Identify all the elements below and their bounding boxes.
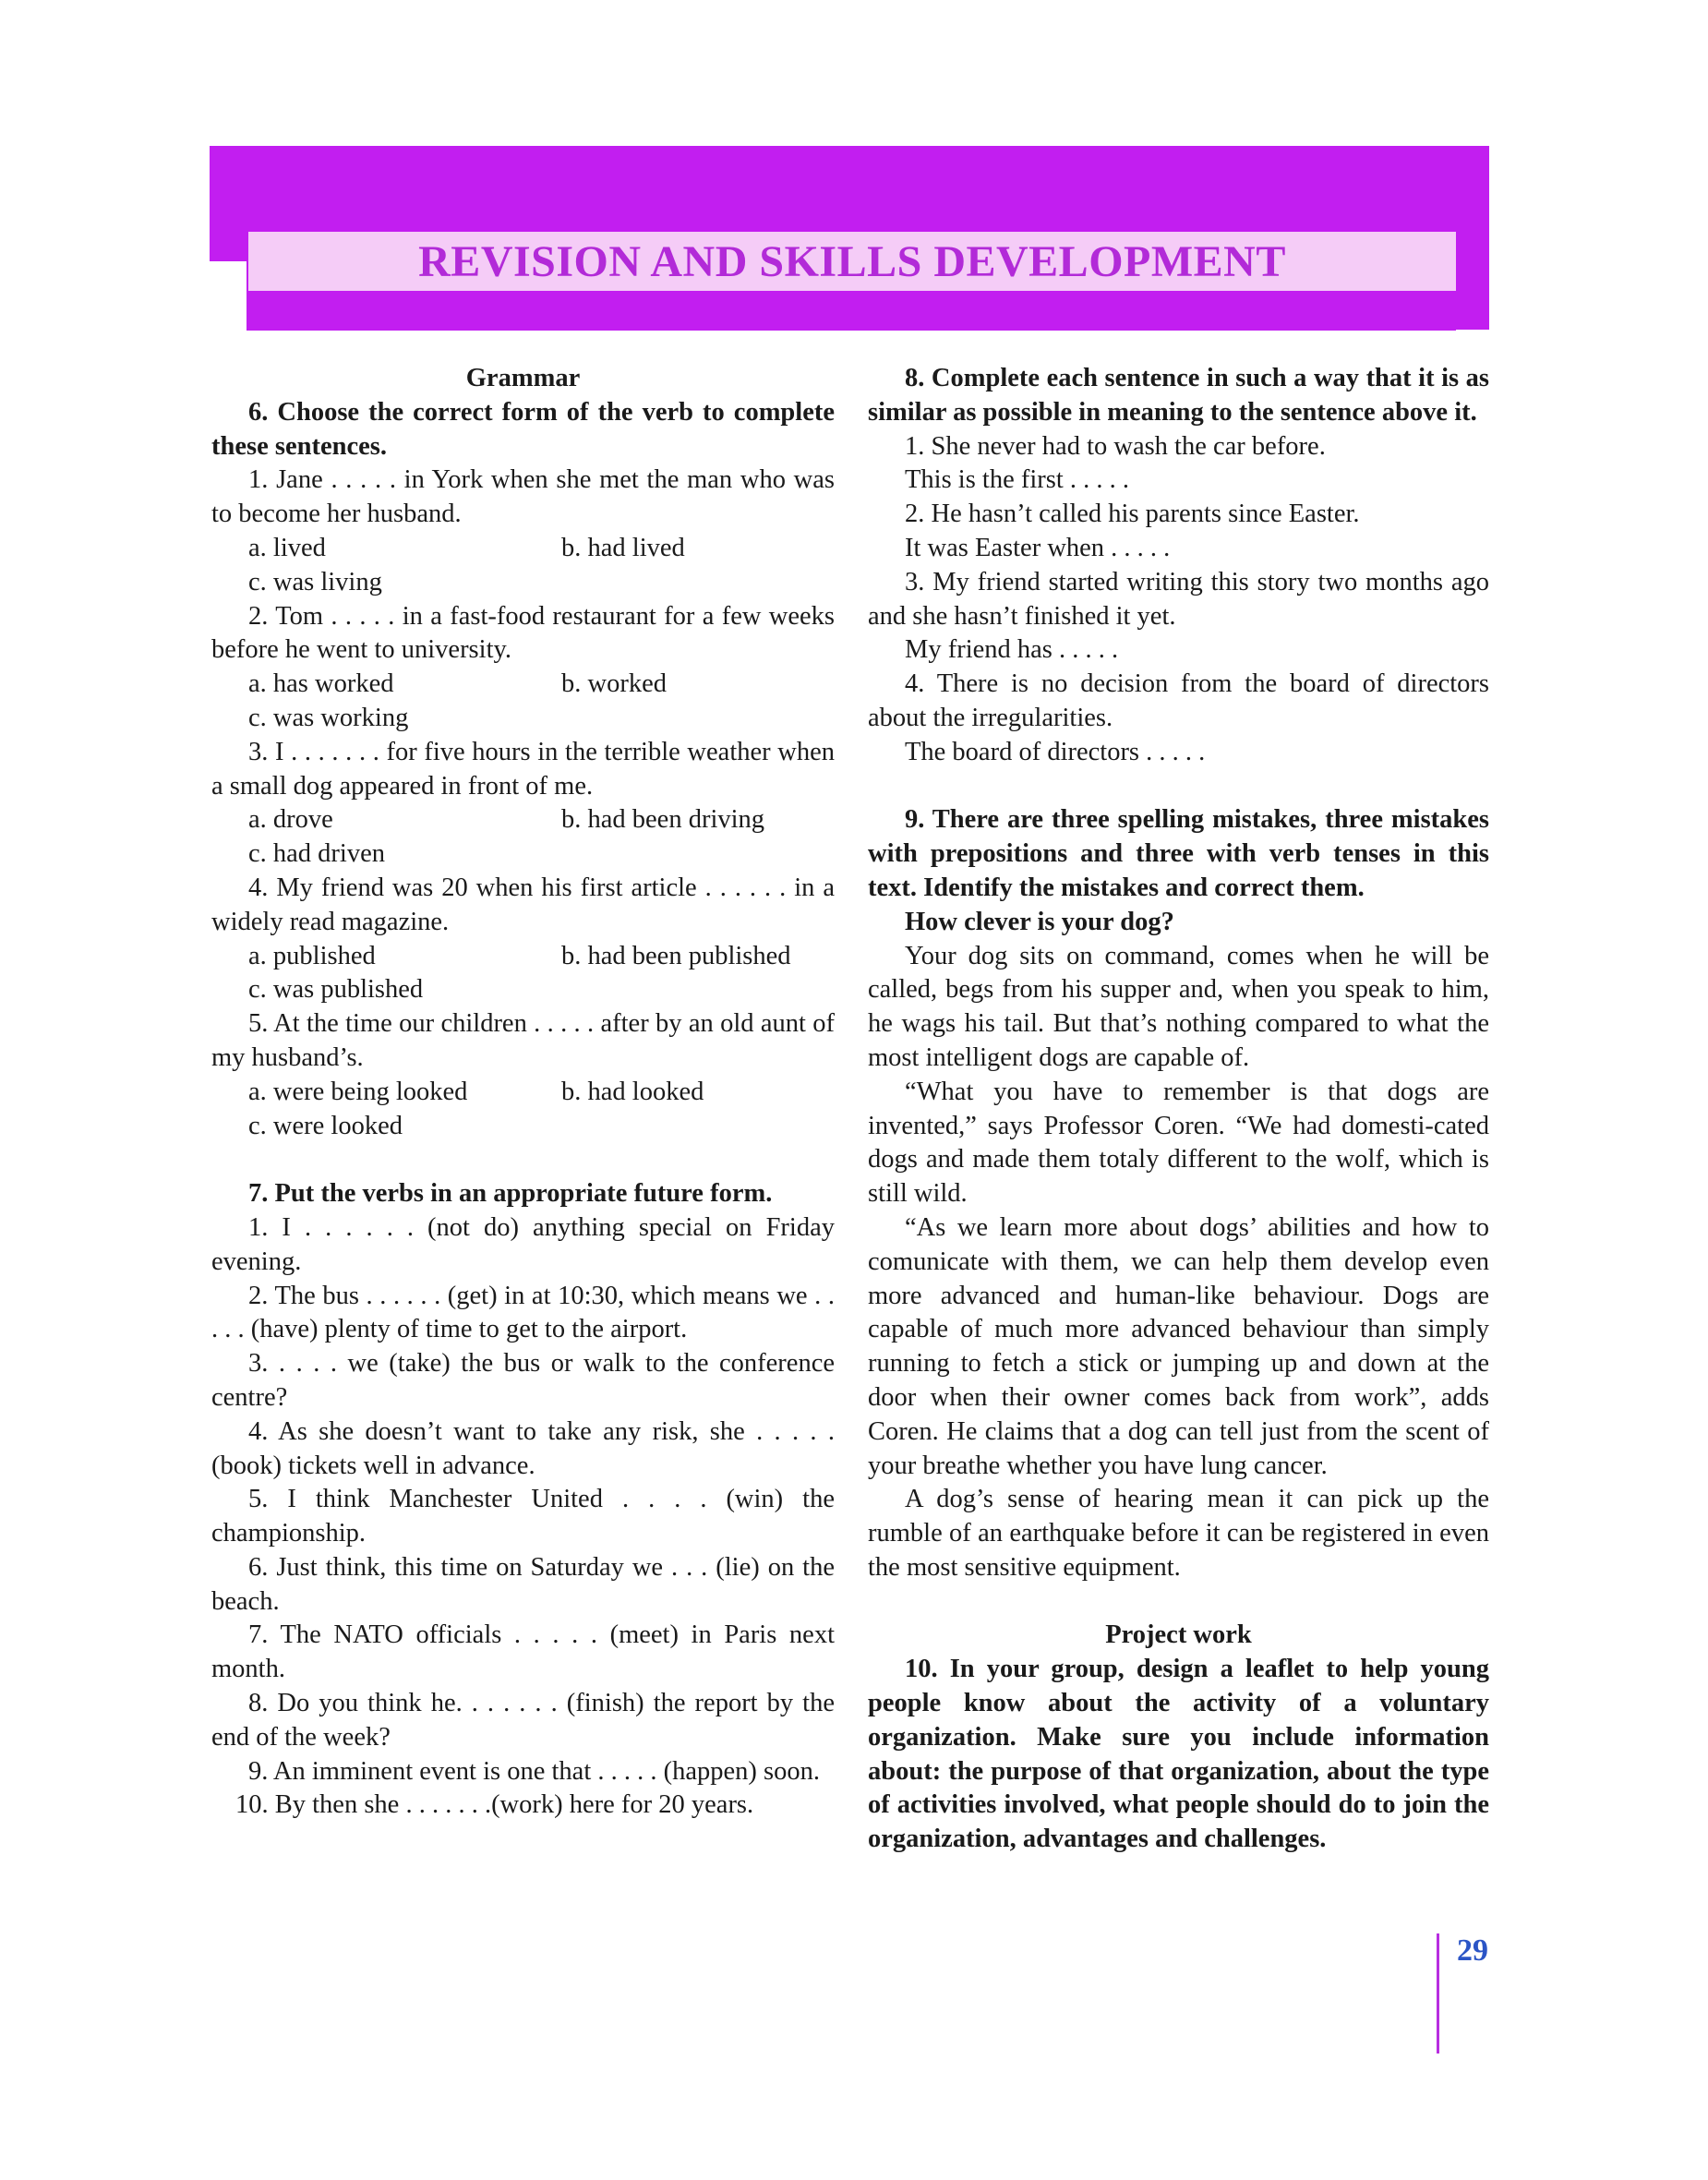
- option-a: a. were being looked: [248, 1077, 468, 1106]
- ex9-text-title: How clever is your dog?: [905, 907, 1174, 936]
- banner-tab: [875, 291, 1489, 330]
- ex8-s2-prompt: It was Easter when . . . . .: [905, 533, 1171, 562]
- banner-notch-left: [210, 261, 247, 333]
- ex6-q3-options: [211, 803, 835, 837]
- option-a: a. lived: [248, 533, 326, 562]
- option-c: c. was working: [248, 703, 409, 732]
- spacer: [868, 770, 1489, 804]
- ex6-q5-options: [211, 1076, 835, 1110]
- ex7-q8: 8. Do you think he. . . . . . . (finish) the report by the end of the week?: [211, 1689, 835, 1752]
- ex8-s3-prompt: My friend has . . . . .: [905, 635, 1119, 665]
- ex7-q6: 6. Just think, this time on Saturday we . . . (lie) on the beach.: [211, 1552, 835, 1616]
- option-c: c. was published: [248, 975, 424, 1005]
- right-column: [868, 362, 1489, 1857]
- ex8-s4: 4. There is no decision from the board of directors about the irregularities.: [868, 669, 1489, 732]
- ex6-q5: 5. At the time our children . . . . . after by an old aunt of my husband’s.: [211, 1009, 835, 1072]
- page-number-rule: [1437, 1933, 1439, 2054]
- ex7-q1: 1. I . . . . . . (not do) anything special on Friday evening.: [211, 1212, 835, 1276]
- option-b: b. had lived: [561, 533, 685, 562]
- ex7-q4: 4. As she doesn’t want to take any risk, she . . . . . (book) tickets well in advance.: [211, 1416, 835, 1480]
- ex6-q4: 4. My friend was 20 when his first article . . . . . . in a widely read magazine.: [211, 873, 835, 936]
- ex6-q2: 2. Tom . . . . . in a fast-food restaurant for a few weeks before he went to university.: [211, 601, 835, 665]
- ex7-q7: 7. The NATO officials . . . . . (meet) in Paris next month.: [211, 1620, 835, 1684]
- ex8-s4-prompt: The board of directors . . . . .: [905, 737, 1206, 766]
- ex6-q1-option-c: [211, 566, 835, 600]
- ex6-q3-option-c: [211, 837, 835, 872]
- spacer: [211, 1143, 835, 1177]
- option-b: b. had been published: [561, 941, 791, 970]
- ex9-paragraph-2: “What you have to remember is that dogs are invented,” says Professor Coren. “We had domesti-cated dogs and made them totaly different to the wolf, which is still wild.: [868, 1077, 1489, 1209]
- ex6-q4-options: [211, 940, 835, 974]
- ex6-q1: 1. Jane . . . . . in York when she met the man who was to become her husband.: [211, 465, 835, 529]
- project-heading: Project work: [1105, 1620, 1252, 1650]
- ex9-paragraph-1: Your dog sits on command, comes when he will be called, begs from his supper and, when you speak to him, he wags his tail. But that’s nothing compared to what the most intelligent dogs are capable of.: [868, 941, 1489, 1072]
- ex8-instruction: 8. Complete each sentence in such a way that it is as similar as possible in meaning to the sentence above it.: [868, 364, 1489, 427]
- left-column: [211, 362, 835, 1823]
- ex8-s2: 2. He hasn’t called his parents since Easter.: [905, 500, 1360, 529]
- ex6-q5-option-c: [211, 1110, 835, 1144]
- grammar-heading: Grammar: [465, 364, 581, 392]
- ex6-q1-options: [211, 532, 835, 566]
- option-b: b. had looked: [561, 1077, 704, 1106]
- ex6-q2-options: [211, 668, 835, 702]
- ex7-instruction: 7. Put the verbs in an appropriate future form.: [248, 1179, 773, 1209]
- ex9-paragraph-3: “As we learn more about dogs’ abilities and how to comunicate with them, we can help them develop even more advanced and human-like behaviour. Dogs are capable of much more advanced behaviour than simply running to fetch a stick or jumping up and down at the door when their owner comes back from work”, adds Coren. He claims that a dog can tell just from the scent of your breathe whether you have lung cancer.: [868, 1212, 1489, 1480]
- ex9-paragraph-4: A dog’s sense of hearing mean it can pick up the rumble of an earthquake before it can be registered in even the most sensitive equipment.: [868, 1485, 1489, 1582]
- ex8-s3: 3. My friend started writing this story two months ago and she hasn’t finished it yet.: [868, 567, 1489, 631]
- option-a: a. drove: [248, 805, 333, 835]
- ex6-instruction: 6. Choose the correct form of the verb to complete these sentences.: [211, 397, 835, 461]
- option-b: b. worked: [561, 669, 667, 699]
- ex7-q5: 5. I think Manchester United . . . . (win) the championship.: [211, 1485, 835, 1548]
- ex6-q3: 3. I . . . . . . . for five hours in the terrible weather when a small dog appeared in front of me.: [211, 737, 835, 801]
- ex6-q2-option-c: [211, 702, 835, 736]
- ex6-q4-option-c: [211, 973, 835, 1007]
- ex10-instruction: 10. In your group, design a leaflet to help young people know about the activity of a voluntary organization. Make sure you include information about: the purpose of that organization, about the type of activities involved, what people should do to join the organization, advantages and challenges.: [868, 1655, 1489, 1854]
- option-c: c. was living: [248, 567, 382, 596]
- spacer: [868, 1585, 1489, 1620]
- ex8-s1-prompt: This is the first . . . . .: [905, 465, 1130, 495]
- ex9-instruction: 9. There are three spelling mistakes, three mistakes with prepositions and three with verb tenses in this text. Identify the mistakes and correct them.: [868, 805, 1489, 902]
- option-c: c. were looked: [248, 1111, 403, 1140]
- page-title: REVISION AND SKILLS DEVELOPMENT: [418, 236, 1286, 286]
- option-b: b. had been driving: [561, 805, 765, 835]
- ex7-q9: 9. An imminent event is one that . . . . . (happen) soon.: [248, 1756, 820, 1786]
- ex7-q10: 10. By then she . . . . . . .(work) here for 20 years.: [235, 1790, 754, 1820]
- page-number: 29: [1457, 1933, 1488, 1968]
- option-c: c. had driven: [248, 839, 385, 869]
- ex7-q3: 3. . . . . we (take) the bus or walk to the conference centre?: [211, 1349, 835, 1412]
- option-a: a. published: [248, 941, 376, 970]
- ex8-s1: 1. She never had to wash the car before.: [905, 431, 1326, 461]
- option-a: a. has worked: [248, 669, 394, 699]
- ex7-q2: 2. The bus . . . . . . (get) in at 10:30, which means we . . . . . (have) plenty of time to get to the airport.: [211, 1281, 835, 1344]
